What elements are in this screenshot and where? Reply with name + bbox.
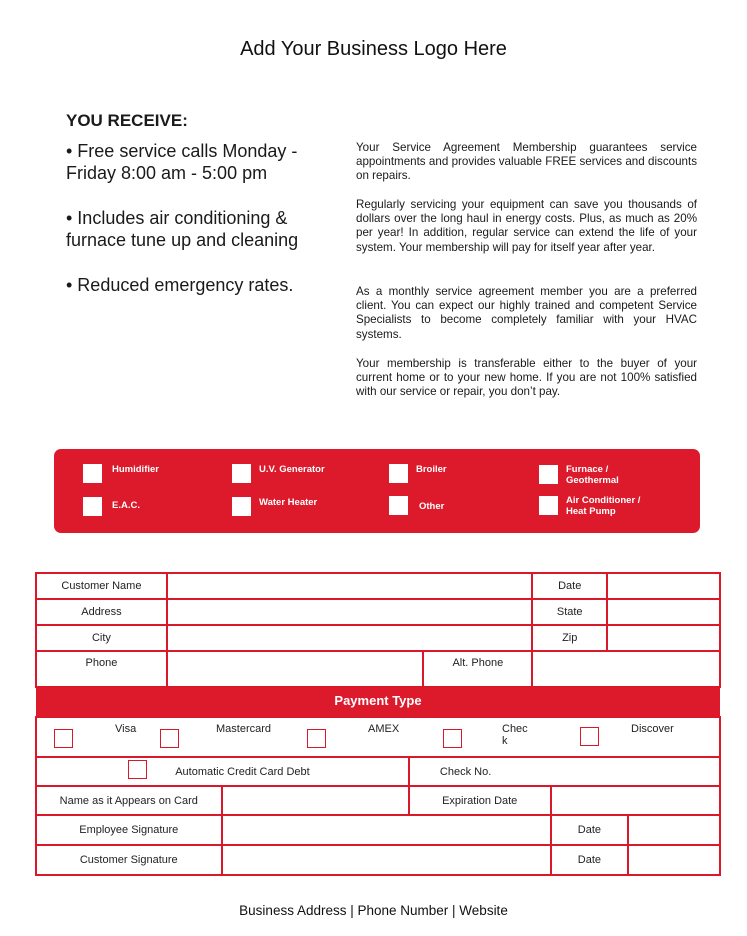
water-heater-checkbox[interactable] [232, 497, 251, 516]
employee-signature-label: Employee Signature [36, 815, 222, 845]
equipment-label: E.A.C. [112, 500, 140, 511]
air-conditioner-checkbox[interactable] [539, 496, 558, 515]
check-no-label: Check No. [409, 757, 720, 786]
other-checkbox[interactable] [389, 496, 408, 515]
equipment-label: Air Conditioner / Heat Pump [566, 495, 641, 517]
mastercard-checkbox[interactable] [160, 729, 179, 748]
employee-date-field[interactable] [628, 815, 720, 845]
visa-checkbox[interactable] [54, 729, 73, 748]
customer-info-table [35, 572, 721, 688]
expiration-label: Expiration Date [409, 786, 551, 815]
eac-checkbox[interactable] [83, 497, 102, 516]
equipment-label: Furnace / Geothermal [566, 464, 619, 486]
address-field[interactable] [167, 599, 532, 625]
benefit-item: • Includes air conditioning & furnace tune up and cleaning [66, 208, 299, 250]
amex-checkbox[interactable] [307, 729, 326, 748]
furnace-checkbox[interactable] [539, 465, 558, 484]
date-label: Date [532, 573, 607, 599]
discover-checkbox[interactable] [580, 727, 599, 746]
auto-debit-label: Automatic Credit Card Debt [36, 757, 409, 786]
employee-date-label: Date [551, 815, 629, 845]
equipment-label: Other [419, 501, 445, 512]
zip-label: Zip [532, 625, 607, 651]
description-paragraph: As a monthly service agreement member you are a preferred client. You can expect our highly trained and competent Service Specialists to become completely familiar with your HVAC systems. [356, 285, 697, 341]
auto-debit-checkbox[interactable] [128, 760, 147, 779]
alt-phone-label: Alt. Phone [423, 651, 532, 687]
alt-phone-field[interactable] [532, 651, 720, 687]
city-label: City [36, 625, 167, 651]
description-paragraph: Regularly servicing your equipment can save you thousands of dollars over the long haul in energy costs. Plus, as much as 20% per year! In addition, regular service can extend the life of your system. Your membership will pay for itself year after year. [356, 198, 697, 254]
uv-generator-checkbox[interactable] [232, 464, 251, 483]
phone-label: Phone [85, 657, 118, 669]
description-paragraph: Your Service Agreement Membership guarantees service appointments and provides valuable FREE services and discounts on repairs. [356, 141, 697, 183]
customer-signature-label: Customer Signature [36, 845, 222, 875]
visa-label: Visa [115, 723, 137, 735]
check-checkbox[interactable] [443, 729, 462, 748]
customer-signature-field[interactable] [222, 845, 551, 875]
phone-field[interactable] [167, 651, 424, 687]
humidifier-checkbox[interactable] [83, 464, 102, 483]
equipment-label: Water Heater [259, 497, 318, 508]
customer-name-label: Customer Name [36, 573, 167, 599]
amex-label: AMEX [368, 723, 400, 735]
expiration-field[interactable] [551, 786, 720, 815]
broiler-checkbox[interactable] [389, 464, 408, 483]
benefit-item: • Free service calls Monday - Friday 8:00 am - 5:00 pm [66, 141, 298, 183]
equipment-label: Humidifier [112, 464, 159, 475]
city-field[interactable] [167, 625, 532, 651]
state-field[interactable] [607, 599, 720, 625]
logo-placeholder: Add Your Business Logo Here [240, 38, 507, 60]
benefits-title: YOU RECEIVE: [66, 111, 188, 130]
customer-date-label: Date [551, 845, 629, 875]
footer-contact: Business Address | Phone Number | Website [239, 903, 508, 918]
zip-field[interactable] [607, 625, 720, 651]
benefit-item: • Reduced emergency rates. [66, 275, 294, 295]
name-on-card-field[interactable] [222, 786, 409, 815]
discover-label: Discover [631, 723, 674, 735]
payment-table [35, 716, 721, 876]
customer-date-field[interactable] [628, 845, 720, 875]
name-on-card-label: Name as it Appears on Card [36, 786, 222, 815]
equipment-label: Broiler [416, 464, 447, 475]
employee-signature-field[interactable] [222, 815, 551, 845]
date-field[interactable] [607, 573, 720, 599]
check-label: Check [502, 723, 528, 747]
state-label: State [532, 599, 607, 625]
payment-type-header: Payment Type [36, 688, 720, 718]
description-paragraph: Your membership is transferable either to the buyer of your current home or to your new home. If you are not 100% satisfied with our service or repair, you don’t pay. [356, 357, 697, 399]
customer-name-field[interactable] [167, 573, 532, 599]
equipment-label: U.V. Generator [259, 464, 325, 475]
equipment-panel [54, 449, 700, 533]
address-label: Address [36, 599, 167, 625]
mastercard-label: Mastercard [216, 723, 272, 735]
